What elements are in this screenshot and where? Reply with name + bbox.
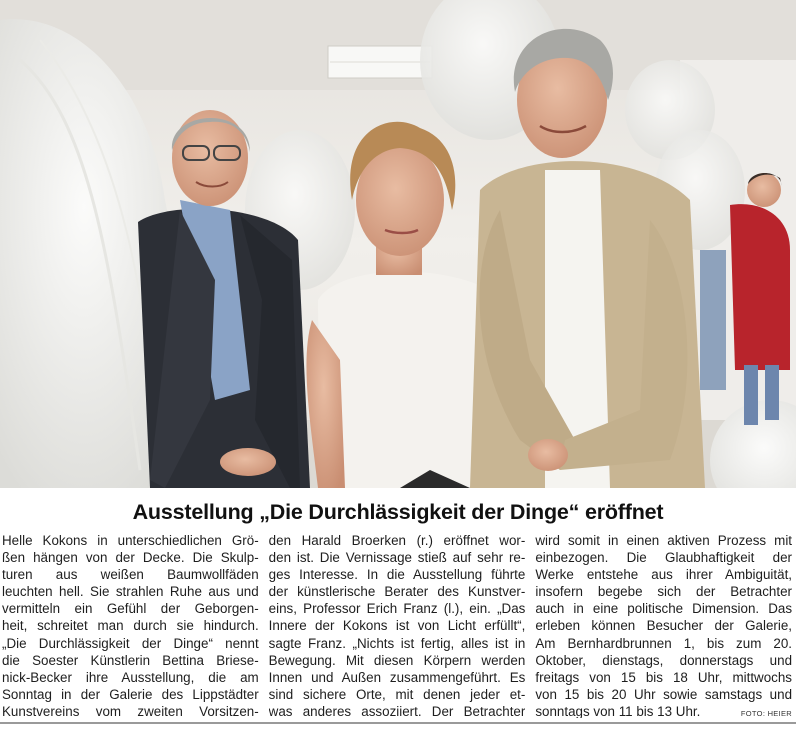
text-line: was anderes assoziiert. Der Betrachter: [268, 703, 526, 718]
text-line: erleben können Besucher der Galerie,: [535, 618, 793, 634]
text-line: ßen hängen von der Decke. Die Skulp-: [2, 550, 259, 566]
article-body: [2, 532, 792, 718]
text-line: der künstlerische Berater des Kunstver-: [268, 584, 526, 600]
photo-credit: FOTO: HEIER: [740, 708, 793, 718]
text-line: einbezogen. Die Glaubhaftigkeit der: [535, 550, 793, 566]
bottom-divider: [0, 722, 796, 724]
text-line: Am Bernhardbrunnen 1, bis zum 20.: [535, 635, 793, 651]
text-line: eins, Professor Erich Franz (l.), ein. „Das: [268, 601, 526, 617]
text-line: ges Interesse. In die Ausstellung führte: [268, 567, 526, 583]
text-line: Innere der Kokons ist von Licht erfüllt“,: [268, 618, 526, 634]
text-line: freitags von 15 bis 18 Uhr, mittwochs: [535, 669, 793, 685]
text-line: Oktober, dienstags, donnerstags und: [535, 652, 793, 668]
text-line: „Die Durchlässigkeit der Dinge“ nennt: [2, 635, 259, 651]
text-line: sind sichere Orte, mit denen jeder et-: [268, 686, 526, 702]
text-line: heit, schreitet man durch sie hindurch.: [2, 618, 259, 634]
text-line: den ist. Die Vernissage stieß auf sehr re-: [268, 550, 526, 566]
text-line: Werke entstehe aus ihrer Ambiguität,: [535, 567, 793, 583]
text-line: turen aus weißen Baumwollfäden: [2, 567, 259, 583]
last-line-with-credit: [535, 703, 792, 718]
text-line: Innen und Außen zusammengeführt. Es: [268, 669, 526, 685]
text-line: Helle Kokons in unterschiedlichen Grö-: [2, 533, 259, 548]
text-line: die Soester Künstlerin Bettina Briese-: [2, 652, 259, 668]
text-column-3: [535, 532, 792, 718]
text-line: wird somit in einen aktiven Prozess mit: [535, 533, 793, 548]
text-line: nick-Becker ihre Ausstellung, die am: [2, 669, 259, 685]
text-line: leuchten hell. Sie strahlen Ruhe aus und: [2, 584, 259, 600]
text-line: Bewegung. Mit diesen Körpern werden: [268, 652, 526, 668]
text-line: sagte Franz. „Nichts ist fertig, alles ist in: [268, 635, 526, 651]
text-column-1: [2, 532, 259, 718]
text-line: insofern begebe sich der Betrachter: [535, 584, 793, 600]
text-line: Sonntag in der Galerie des Lippstädter: [2, 686, 259, 702]
text-line: Kunstvereins vom zweiten Vorsitzen-: [2, 703, 259, 718]
text-line: von 15 bis 20 Uhr sowie samstags und: [535, 686, 793, 702]
text-line: vermitteln ein Gefühl der Geborgen-: [2, 601, 259, 617]
text-line: auch in eine politische Dimension. Das: [535, 601, 793, 617]
text-line: sonntags von 11 bis 13 Uhr.: [535, 703, 701, 718]
text-column-2: [269, 532, 526, 718]
text-line: den Harald Broerken (r.) eröffnet wor-: [268, 533, 526, 548]
article-headline: Ausstellung „Die Durchlässigkeit der Dinge“ eröffnet: [132, 500, 664, 524]
